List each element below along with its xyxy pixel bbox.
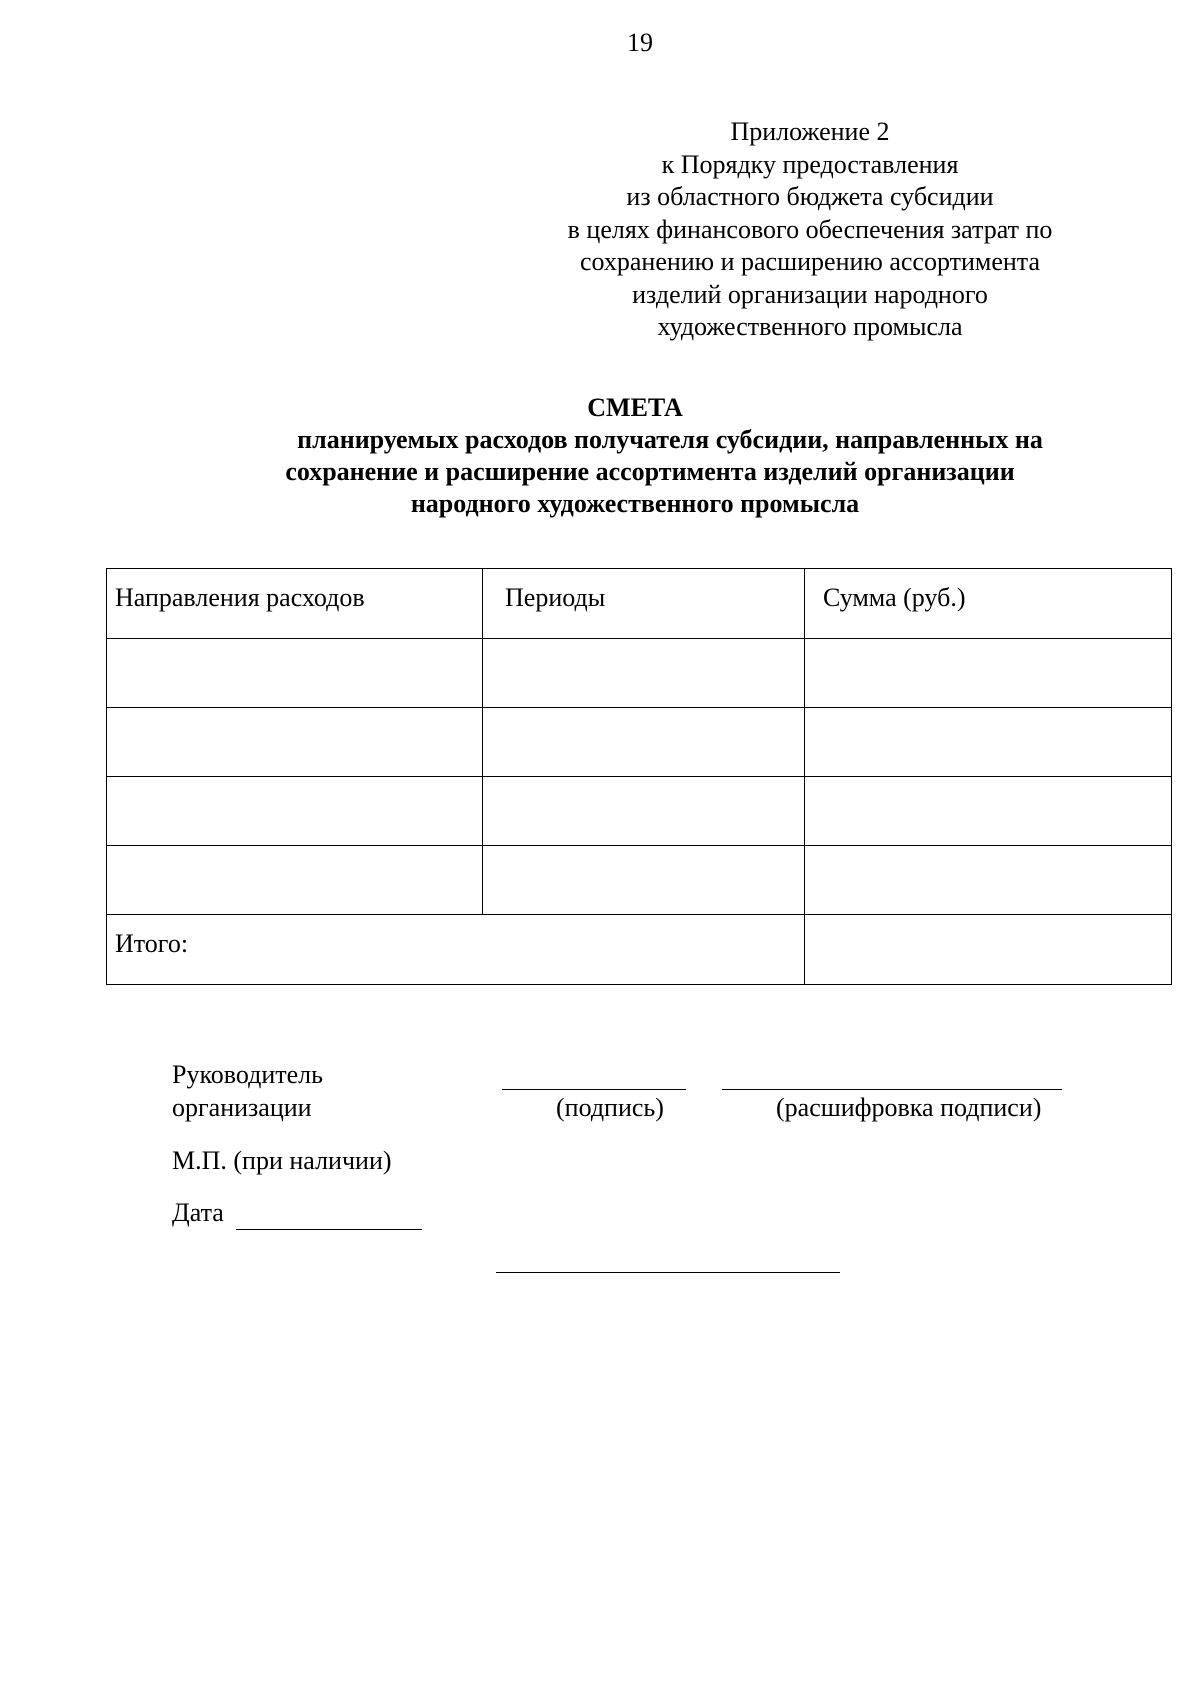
estimate-table xyxy=(106,568,1172,985)
appendix-line: сохранению и расширению ассортимента xyxy=(579,247,1041,276)
signature-line[interactable] xyxy=(502,1089,686,1090)
appendix-line: к Порядку предоставления xyxy=(661,149,959,179)
seal-label: М.П. (при наличии) xyxy=(172,1146,392,1175)
table-cell[interactable] xyxy=(483,708,805,777)
table-cell[interactable] xyxy=(483,639,805,708)
table-cell[interactable] xyxy=(483,777,805,846)
role-line: Руководитель xyxy=(172,1060,323,1089)
table-header-row xyxy=(107,569,1172,639)
table-row xyxy=(107,639,1172,708)
table-total-row xyxy=(107,915,1172,985)
table-cell[interactable] xyxy=(805,639,1172,708)
signature-caption: (подпись) xyxy=(556,1093,664,1122)
header-cell-amount: Сумма (руб.) xyxy=(805,569,1172,639)
title-line: сохранение и расширение ассортимента изделий организации xyxy=(285,457,1015,486)
role-line: организации xyxy=(172,1093,312,1122)
title-heading: СМЕТА xyxy=(587,393,683,422)
table-row xyxy=(107,708,1172,777)
signatory-role xyxy=(172,1058,432,1124)
appendix-line: изделий организации народного xyxy=(632,279,988,309)
title-line: планируемых расходов получателя субсидии, направленных на xyxy=(297,425,1043,454)
total-label: Итого: xyxy=(107,915,805,985)
table-cell[interactable] xyxy=(107,708,483,777)
total-value-cell[interactable] xyxy=(805,915,1172,985)
date-line[interactable] xyxy=(236,1229,422,1230)
table-cell[interactable] xyxy=(483,846,805,915)
table-row xyxy=(107,846,1172,915)
table-cell[interactable] xyxy=(805,846,1172,915)
table-cell[interactable] xyxy=(805,777,1172,846)
header-cell-periods: Периоды xyxy=(483,569,805,639)
table-cell[interactable] xyxy=(107,846,483,915)
table-row xyxy=(107,777,1172,846)
appendix-line: из областного бюджета субсидии xyxy=(626,182,994,211)
header-cell-directions: Направления расходов xyxy=(107,569,483,639)
decoding-caption: (расшифровка подписи) xyxy=(776,1093,1042,1122)
signature-decoding-line[interactable] xyxy=(722,1089,1062,1090)
document-title xyxy=(150,392,1130,520)
table-cell[interactable] xyxy=(107,777,483,846)
page-number: 19 xyxy=(627,28,653,57)
appendix-line: Приложение 2 xyxy=(730,117,890,146)
table-cell[interactable] xyxy=(107,639,483,708)
appendix-line: художественного промысла xyxy=(657,312,963,341)
appendix-line: в целях финансового обеспечения затрат по xyxy=(567,214,1053,244)
date-label: Дата xyxy=(172,1198,224,1227)
separator-line xyxy=(496,1272,840,1273)
appendix-note xyxy=(520,116,1100,344)
table-cell[interactable] xyxy=(805,708,1172,777)
title-line: народного художественного промысла xyxy=(410,489,860,518)
